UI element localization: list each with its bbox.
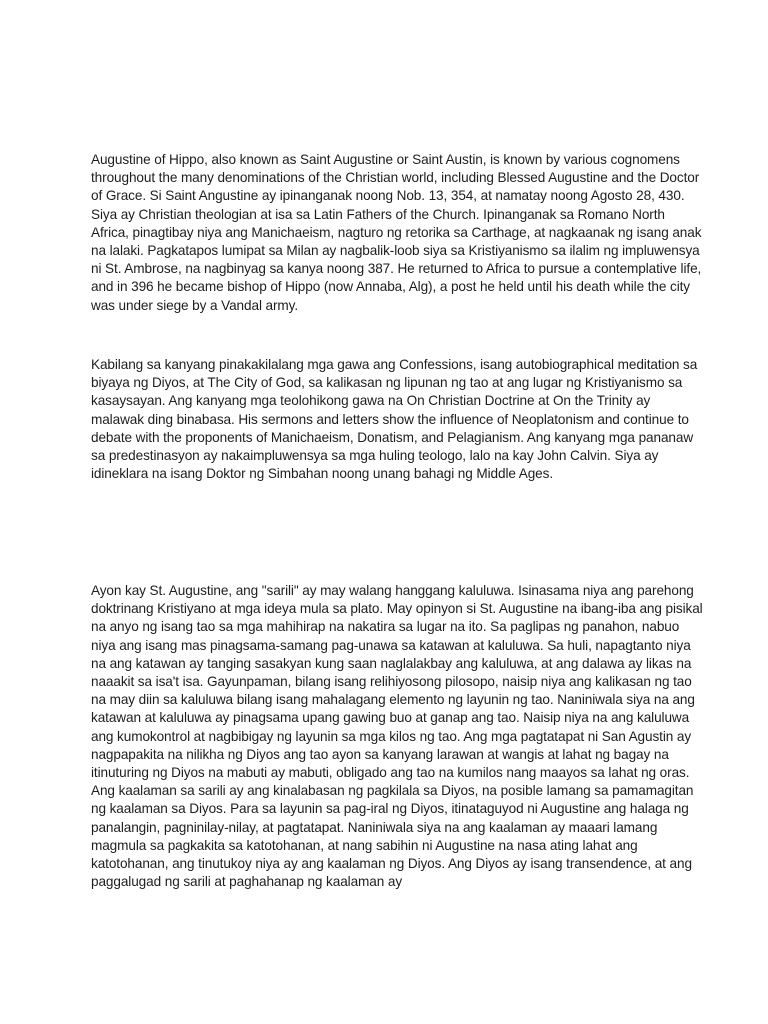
paragraph-augustine-biography: Augustine of Hippo, also known as Saint Augustine or Saint Austin, is known by various cognomens throughout the many denominations of the Christian world, including Blessed Augustine and the Doctor of Grace. Si Saint Angustine ay ipinanganak noong Nob. 13, 354, at namatay noong Agosto 28, 430. Siya ay Christian theologian at isa sa Latin Fathers of the Church. Ipinanganak sa Romano North Africa, pinagtibay niya ang Manichaeism, nagturo ng retorika sa Carthage, at nagkaanak ng isang anak na lalaki. Pagkatapos lumipat sa Milan ay nagbalik-loob siya sa Kristiyanismo sa ilalim ng impluwensya ni St. Ambrose, na nagbinyag sa kanya noong 387. He returned to Africa to pursue a contemplative life, and in 396 he became bishop of Hippo (now Annaba, Alg), a post he held until his death while the city was under siege by a Vandal army. — [91, 152, 702, 313]
paragraph-augustine-self: Ayon kay St. Augustine, ang "sarili" ay may walang hanggang kaluluwa. Isinasama niya ang parehong doktrinang Kristiyano at mga ideya mula sa plato. May opinyon si St. Augustine na ibang-iba ang pisikal na anyo ng isang tao sa mga mahihirap na nakatira sa lugar na ito. Sa paglipas ng panahon, nabuo niya ang isang mas pinagsama-samang pag-unawa sa katawan at kaluluwa. Sa huli, napagtanto niya na ang katawan ay tanging sasakyan kung saan naglalakbay ang kaluluwa, at ang dalawa ay likas na naaakit sa isa't isa. Gayunpaman, bilang isang relihiyosong pilosopo, naisip niya ang kalikasan ng tao na may diin sa kaluluwa bilang isang mahalagang elemento ng layunin ng tao. Naniniwala siya na ang katawan at kaluluwa ay pinagsama upang gawing buo at ganap ang tao. Naisip niya na ang kaluluwa ang kumokontrol at nagbibigay ng layunin sa mga kilos ng tao. Ang mga pagtatapat ni San Agustin ay nagpapakita na nilikha ng Diyos ang tao ayon sa kanyang larawan at wangis at lahat ng bagay na itinuturing ng Diyos na mabuti ay mabuti, obligado ang tao na kumilos nang maayos sa lahat ng oras. Ang kaalaman sa sarili ay ang kinalabasan ng pagkilala sa Diyos, na posible lamang sa pamamagitan ng kaalaman sa Diyos. Para sa layunin sa pag-iral ng Diyos, itinataguyod ni Augustine ang halaga ng panalangin, pagninilay-nilay, at pagtatapat. Naniniwala siya na ang kaalaman ay maaari lamang magmula sa pagkakita sa katotohanan, at nang sabihin ni Augustine na nasa ating lahat ang katotohanan, ang tinutukoy niya ay ang kaalaman ng Diyos. Ang Diyos ay isang transendence, at ang paggalugad ng sarili at paghahanap ng kaalaman ay — [91, 583, 703, 890]
paragraph-augustine-works: Kabilang sa kanyang pinakakilalang mga gawa ang Confessions, isang autobiographical meditation sa biyaya ng Diyos, at The City of God, sa kalikasan ng lipunan ng tao at ang lugar ng Kristiyanismo sa kasaysayan. Ang kanyang mga teolohikong gawa na On Christian Doctrine at On the Trinity ay malawak ding binabasa. His sermons and letters show the influence of Neoplatonism and continue to debate with the proponents of Manichaeism, Donatism, and Pelagianism. Ang kanyang mga pananaw sa predestinasyon ay nakaimpluwensya sa mga huling teologo, lalo na kay John Calvin. Siya ay idineklara na isang Doktor ng Simbahan noong unang bahagi ng Middle Ages. — [91, 357, 698, 482]
